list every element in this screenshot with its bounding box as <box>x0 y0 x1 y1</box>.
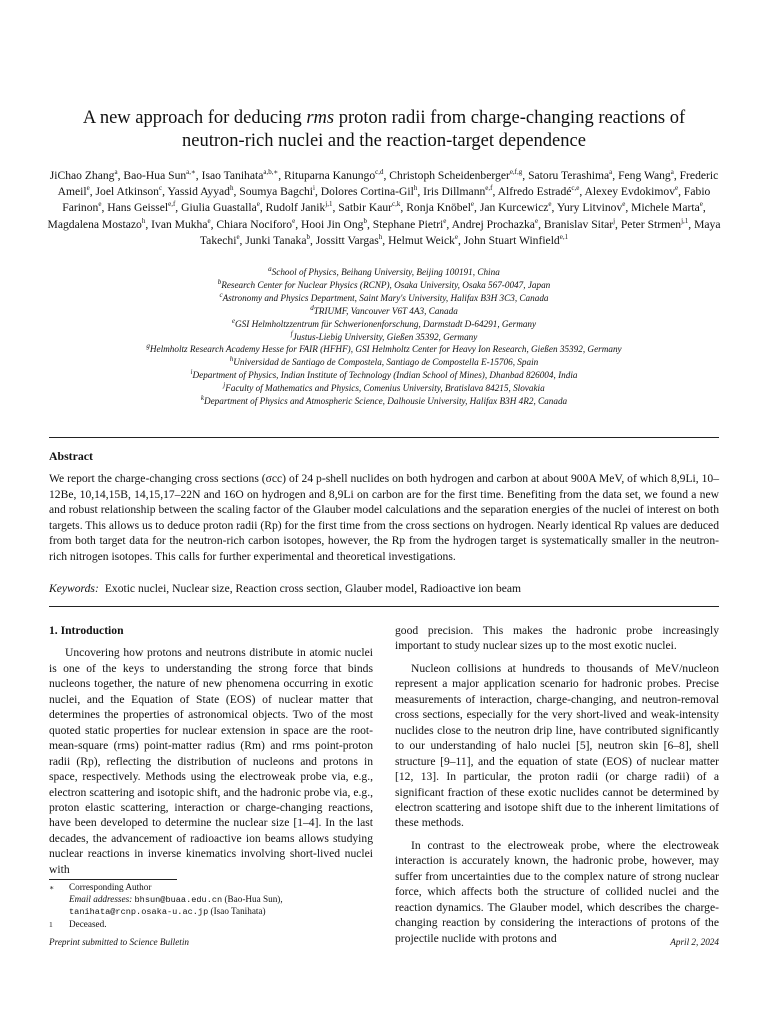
email-label: Email addresses: <box>69 893 133 904</box>
affiliation-item: $^f$Justus-Liebig University, Gießen 35392, Germany <box>290 329 478 342</box>
author-name: Yury Litvinov <box>556 201 623 215</box>
author-name: Magdalena Mostazo <box>47 217 142 231</box>
deceased-label: Deceased. <box>69 918 107 929</box>
title-line-2: neutron-rich nuclei and the reaction-target dependence <box>182 131 586 151</box>
author-name: Yassid Ayyad <box>167 185 230 199</box>
affiliation-item: $^i$Department of Physics, Indian Institute of Technology (Indian School of Mines), Dhanbad 826004, India <box>190 368 578 381</box>
author-name: Alexey Evdokimov <box>584 185 676 199</box>
title-line-1: A new approach for deducing rms proton radii from charge-changing reactions of <box>82 108 686 128</box>
author-name: Soumya Bagchi <box>239 185 314 199</box>
authors-text: JiChao Zhang$^a$, Bao-Hua Sun$^{a,∗}$, Isao Tanihata$^{a,b,∗}$, Rituparna Kanungo$^{c,d}$, Christoph Scheidenberger$^{e,f,g}$, Satoru Terashima$^a$, Feng Wang$^a$, Frederic Ameil$^e$, Joel Atkinson$^c$, Yassid Ayyad$^h$, Soumya Bagchi$^i$, Dolores Cortina-Gil$^h$, Iris Dillmann$^{e,f}$, Alfredo Estradé$^{c,e}$, Alexey Evdokimov$^e$, Fabio Farinon$^e$, Hans Geissel$^{e,f}$, Giulia Guastalla$^e$, Rudolf Janik$^{j,1}$, Satbir Kaur$^{c,k}$, Ronja Knöbel$^e$, Jan Kurcewicz$^e$, Yury Litvinov$^e$, Michele Marta$^e$, Magdalena Mostazo$^h$, Ivan Mukha$^e$, Chiara Nociforo$^e$, Hooi Jin Ong$^b$, Stephane Pietri$^e$, Andrej Prochazka$^e$, Branislav Sitar$^j$, Peter Strmen$^{j,1}$, Maya Takechi$^e$, Junki Tanaka$^b$, Jossitt Vargas$^h$, Helmut Weick$^e$, John Stuart Winfield$^{e,1}$ <box>47 168 721 247</box>
author-name: Ivan Mukha <box>151 217 208 231</box>
author-name: Helmut Weick <box>388 233 455 247</box>
affiliation-item: $^h$Universidad de Santiago de Compostela, Santiago de Compostella E-15706, Spain <box>229 355 539 368</box>
author-name: Hooi Jin Ong <box>300 217 364 231</box>
author-name: Satbir Kaur <box>338 201 393 215</box>
author-name: Jossitt Vargas <box>315 233 379 247</box>
author-name: Stephane Pietri <box>372 217 444 231</box>
affiliation-item: $^g$Helmholtz Research Academy Hesse for FAIR (HFHF), GSI Helmholtz Center for Heavy Ion Research, Gießen 35392, Germany <box>146 342 622 355</box>
author-name: Maya Takechi <box>199 217 721 247</box>
keywords-label: Keywords: <box>49 582 99 595</box>
footnote-corresponding <box>49 882 373 894</box>
column-left <box>49 623 373 884</box>
corresponding-label: Corresponding Author <box>69 882 152 892</box>
author-name: Giulia Guastalla <box>181 201 257 215</box>
email-1-name: (Bao-Hua Sun), <box>224 893 283 904</box>
author-name: Junki Tanaka <box>245 233 307 247</box>
affiliation-item: $^k$Department of Physics and Atmospheric Science, Dalhousie University, Halifax B3H 4R2, Canada <box>200 394 568 407</box>
abstract-bottom-rule <box>49 606 719 607</box>
author-name: Alfredo Estradé <box>497 185 572 199</box>
email-2-name: (Isao Tanihata) <box>210 906 266 917</box>
author-name: Peter Strmen <box>620 217 682 231</box>
intro-paragraph-1: Uncovering how protons and neutrons distribute in atomic nuclei is one of the keys to understanding the strong force that binds nucleons together, the nature of new phenomena occurring in exotic nuclei, and the Equation of State (EOS) of nuclear matter that determines the properties of astronomical objects. Two of the most quoted static properties for nuclear extension in space are the root-mean-square (rms) point-matter radius (Rm) and rms point-proton radii (Rp), reflecting the distribution of nucleons and protons in space, respectively. Methods using the electroweak probe via, e.g., electron scattering and isotopic shift, and the hadronic probe via, e.g., proton elastic scattering, interaction or charge-changing reactions, have been developed to determine the nuclear size [1–4]. In the last decades, the advancement of radioactive ion beams allows studying nuclear reactions in inverse kinematics involving short-lived nuclei with <box>49 646 373 876</box>
author-name: Frederic Ameil <box>57 169 719 199</box>
footnote-deceased <box>49 919 373 931</box>
author-name: Christoph Scheidenberger <box>389 169 510 182</box>
abstract-text: We report the charge-changing cross sections (σcc) of 24 p-shell nuclides on both hydrogen and carbon at about 900A MeV, of which 8,9Li, 10–12Be, 10,14,15B, 14,15,17–22N and 16O on hydrogen and 8,9Li on carbon are for the first time. Benefiting from the data set, we found a new and robust relationship between the scaling factor of the Glauber model calculations and the separation energies of the nuclei of interest on both targets. This allows us to deduce proton radii (Rp) for the first time from the cross sections on hydrogen. Nearly identical Rp values are deduced from both target data for the neutron-rich carbon isotopes, however, the Rp from the hydrogen target is systematically smaller in the neutron-rich nitrogen isotopes. This calls for further experimental and theoretical investigations. <box>49 472 719 563</box>
author-list <box>46 168 722 249</box>
intro-paragraph-4: In contrast to the electroweak probe, where the electroweak interaction is accurately known, the hadronic probe, however, may suffer from uncertainties due to the complex nature of strong nuclear force, which affects both the structure of collided nuclei and the reaction dynamics. The Glauber model, which describes the charge-changing reaction by considering the interactions of protons of the projectile nuclide with protons and <box>395 838 719 945</box>
author-name: Joel Atkinson <box>95 185 159 199</box>
author-name: Ronja Knöbel <box>406 201 471 215</box>
author-name: Jan Kurcewicz <box>479 201 549 215</box>
keywords-text: Exotic nuclei, Nuclear size, Reaction cross section, Glauber model, Radioactive ion beam <box>104 582 522 595</box>
author-name: Dolores Cortina-Gil <box>320 185 414 199</box>
author-name: Isao Tanihata <box>201 169 264 182</box>
paper-title <box>60 107 708 153</box>
column-right <box>395 623 719 953</box>
affiliation-item: $^a$School of Physics, Beihang University, Beijing 100191, China <box>268 264 500 277</box>
footnote-star: ∗ <box>49 883 55 892</box>
affiliation-item: $^j$Faculty of Mathematics and Physics, Comenius University, Bratislava 84215, Slovakia <box>223 381 545 394</box>
affiliation-list <box>40 266 728 408</box>
affiliation-item: $^e$GSI Helmholtzzentrum für Schwerionenforschung, Darmstadt D-64291, Germany <box>231 316 537 329</box>
footnotes <box>49 882 373 930</box>
email-link-2[interactable]: tanihata@rcnp.osaka-u.ac.jp <box>69 907 209 918</box>
footnote-number-1: 1 <box>49 919 53 929</box>
author-name: Michele Marta <box>631 201 700 215</box>
author-name: Hans Geissel <box>107 201 169 215</box>
author-name: Satoru Terashima <box>528 169 610 182</box>
intro-paragraph-3: Nucleon collisions at hundreds to thousands of MeV/nucleon represent a major application scenario for hadronic probes. Precise measurements of interaction, charge-changing, and neutron-removal cross sections, especially for the very short-lived and weak-intensity nuclides close to the neutron drip line, have contributed significantly to our understanding of halo nuclei [5], neutron skin [6–8], shell structure [9–11], and the equation of state (EOS) of nuclear matter [12, 13]. In particular, the proton radii (or charge radii) of a significant fraction of these exotic nuclides cannot be determined by electron scattering and isotope shift due to the inherent limitations of these methods. <box>395 661 719 830</box>
author-name: Chiara Nociforo <box>216 217 293 231</box>
abstract-top-rule <box>49 437 719 438</box>
footnote-rule <box>49 879 177 880</box>
author-name: Feng Wang <box>618 169 671 182</box>
author-name: JiChao Zhang <box>49 169 115 182</box>
author-name: John Stuart Winfield <box>463 233 560 247</box>
author-name: Andrej Prochazka <box>451 217 535 231</box>
author-name: Iris Dillmann <box>423 185 486 199</box>
affiliation-item: $^d$TRIUMF, Vancouver V6T 4A3, Canada <box>310 303 458 316</box>
preprint-date: April 2, 2024 <box>670 937 719 947</box>
preprint-note: Preprint submitted to Science Bulletin <box>49 937 189 947</box>
affiliation-item: $^c$Astronomy and Physics Department, Saint Mary's University, Halifax B3H 3C3, Canada <box>219 290 549 303</box>
author-name: Rituparna Kanungo <box>284 169 376 182</box>
author-name: Rudolf Janik <box>265 201 326 215</box>
intro-paragraph-2: good precision. This makes the hadronic probe increasingly important to study nuclear sizes up to the most exotic nuclei. <box>395 624 719 653</box>
email-link-1[interactable]: bhsun@buaa.edu.cn <box>134 894 223 905</box>
keywords <box>49 581 719 596</box>
abstract-heading: Abstract <box>49 449 93 463</box>
author-name: Branislav Sitar <box>543 217 614 231</box>
author-name: Fabio Farinon <box>62 185 711 215</box>
author-name: Bao-Hua Sun <box>123 169 187 182</box>
abstract-body <box>49 471 719 564</box>
affiliation-item: $^b$Research Center for Nuclear Physics (RCNP), Osaka University, Osaka 567-0047, Japan <box>217 277 551 290</box>
footnote-emails <box>49 894 373 919</box>
section-title-introduction: 1. Introduction <box>49 624 124 637</box>
